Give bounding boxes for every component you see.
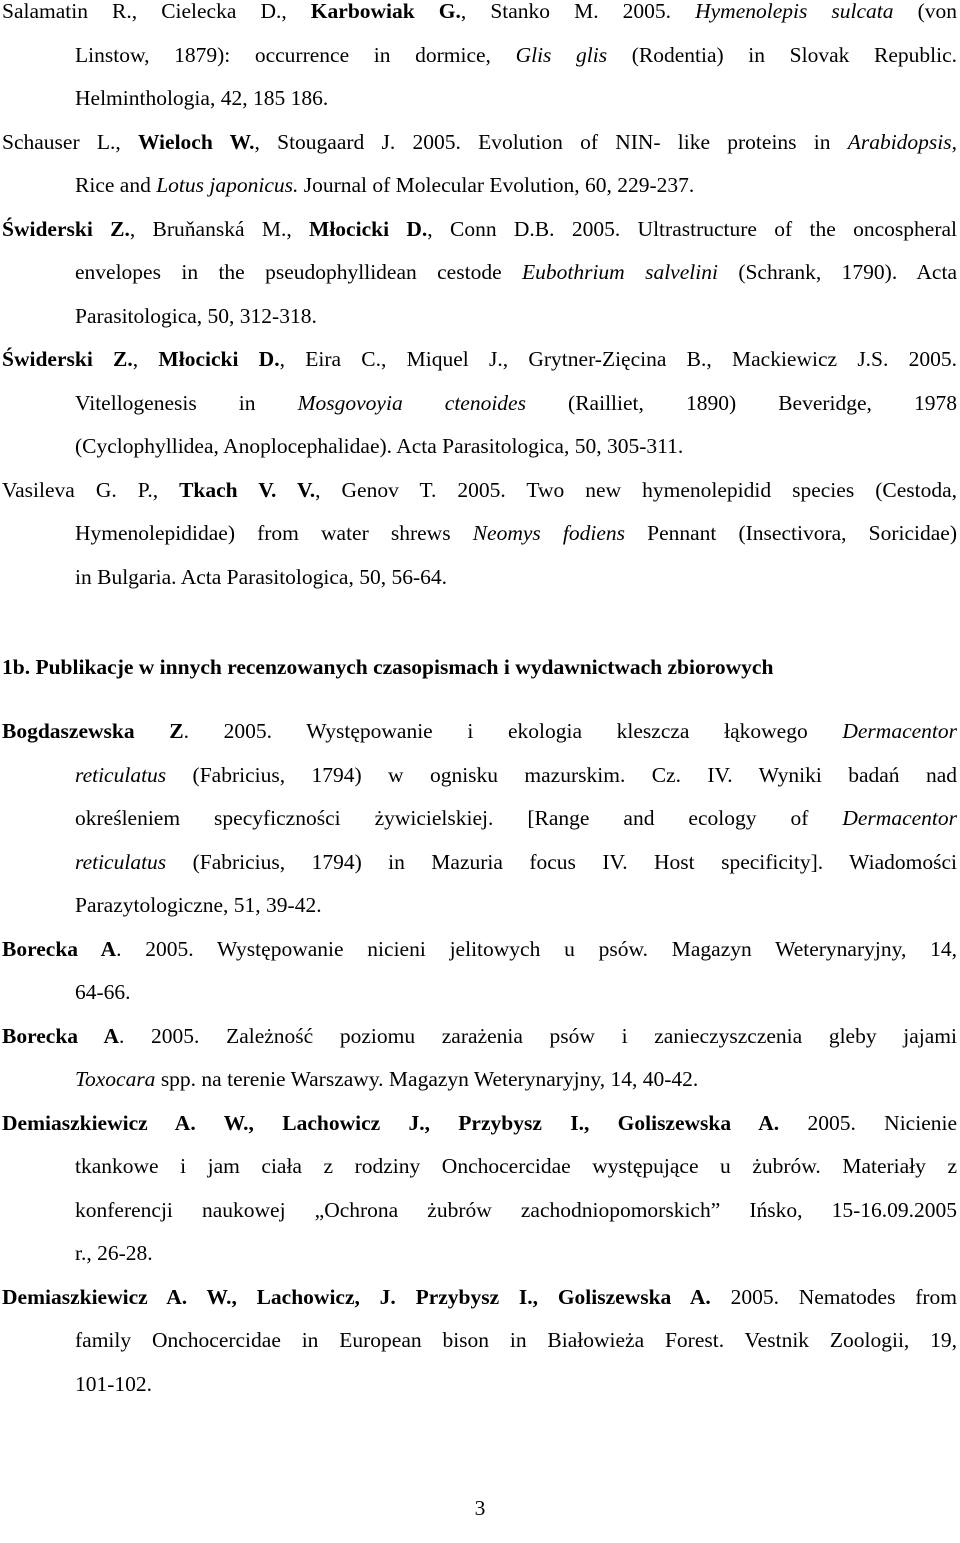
author-highlight: Tkach V. V. [179,477,316,502]
reference-text: , [132,347,159,371]
reference-line [2,556,957,600]
reference-text: określeniem specyficzności żywicielskiej. [Range and ecology of [75,806,843,830]
reference-line [2,1319,957,1363]
italic-term: Dermacentor [842,806,957,830]
reference-line [2,382,957,426]
reference-entry [2,1276,957,1407]
reference-text: , Conn D.B. 2005. Ultrastructure of the oncospheral [427,216,957,241]
author-highlight: Świderski Z. [2,347,133,371]
author-highlight: Świderski Z. [2,216,130,241]
reference-text: family Onchocercidae in European bison in Białowieża Forest. Vestnik Zoologii, 19, [75,1328,957,1352]
reference-entry [2,208,957,339]
reference-line [2,754,957,798]
reference-line [2,34,957,78]
reference-line [2,971,957,1015]
reference-entry [2,1102,957,1276]
italic-term: Dermacentor [842,719,957,743]
italic-term: Toxocara [75,1067,156,1091]
reference-line [2,208,957,252]
reference-line [2,0,957,34]
reference-text: Vasileva G. P., [2,477,180,502]
reference-text: (Schrank, 1790). Acta [717,260,957,284]
reference-text: . 2005. Występowanie nicieni jelitowych u psów. Magazyn Weterynaryjny, 14, [116,936,957,961]
reference-text: (Rodentia) in Slovak Republic. [607,42,957,67]
reference-line [2,1276,957,1320]
reference-line [2,710,957,754]
author-highlight: Demiaszkiewicz A. W., Lachowicz, J. Przybysz I., Goliszewska A. [2,1284,711,1309]
reference-line [2,1189,957,1233]
reference-line [2,1102,957,1146]
reference-text: Rice and [75,173,157,197]
reference-text: Pennant (Insectivora, Soricidae) [625,521,957,545]
reference-text: 2005. Nematodes from [710,1284,957,1309]
reference-text: r., 26-28. [75,1241,153,1265]
section-heading: 1b. Publikacje w innych recenzowanych czasopismach i wydawnictwach zbiorowych [2,655,774,679]
reference-line [2,77,957,121]
reference-text: (von [893,0,957,23]
author-highlight: Demiaszkiewicz A. W., Lachowicz J., Przybysz I., Goliszewska A. [2,1110,780,1135]
reference-entry [2,338,957,469]
reference-entry [2,710,957,928]
reference-line [2,884,957,928]
reference-text: Schauser L., [2,129,138,154]
reference-text: tkankowe i jam ciała z rodziny Onchocercidae występujące u żubrów. Materiały z [75,1154,957,1178]
author-highlight: Bogdaszewska Z [2,719,184,743]
author-highlight: Borecka A [2,1023,120,1048]
reference-line [2,295,957,339]
italic-term: Arabidopsis [847,129,952,154]
reference-line [2,251,957,295]
reference-text: Helminthologia, 42, 185 186. [75,86,329,110]
reference-entry [2,1015,957,1102]
page-number: 3 [474,1496,486,1520]
italic-term: Eubothrium salvelini [521,260,718,284]
reference-text: Vitellogenesis in [75,390,298,415]
reference-text: , Stanko M. 2005. [460,0,696,23]
reference-text: (Cyclophyllidea, Anoplocephalidae). Acta Parasitologica, 50, 305-311. [75,434,684,458]
reference-line [2,1015,957,1059]
italic-term: reticulatus [75,849,167,874]
reference-line [2,164,957,208]
reference-text: . 2005. Występowanie i ekologia kleszcza łąkowego [183,719,843,743]
reference-text: , Eira C., Miquel J., Grytner-Zięcina B., Mackiewicz J.S. 2005. [279,347,957,371]
reference-text: 101-102. [75,1371,153,1396]
reference-text: in Bulgaria. Acta Parasitologica, 50, 56-64. [75,564,447,589]
reference-list-1b [2,710,957,1406]
reference-line [2,121,957,165]
reference-line [2,469,957,513]
reference-list-1a [2,0,957,599]
reference-line [2,797,957,841]
reference-text: Hymenolepididae) from water shrews [75,521,473,545]
reference-text: , Genov T. 2005. Two new hymenolepidid species (Cestoda, [315,477,957,502]
italic-term: Hymenolepis sulcata [695,0,894,23]
italic-term: Mosgovoyia ctenoides [297,390,526,415]
reference-text: (Railliet, 1890) Beveridge, 1978 [525,390,957,415]
italic-term: Neomys fodiens [472,521,625,545]
author-highlight: Karbowiak G. [310,0,461,23]
author-highlight: Młocicki D. [309,216,428,241]
reference-entry [2,469,957,600]
reference-text: 2005. Nicienie [779,1110,957,1135]
reference-entry [2,928,957,1015]
reference-text: spp. na terenie Warszawy. Magazyn Weterynaryjny, 14, 40-42. [155,1067,699,1091]
reference-text: . 2005. Zależność poziomu zarażenia psów i zanieczyszczenia gleby jajami [119,1023,957,1048]
reference-text: , Bruňanská M., [129,216,310,241]
reference-text: , Stougaard J. 2005. Evolution of NIN- like proteins in [254,129,848,154]
reference-text: konferencji naukowej „Ochrona żubrów zachodniopomorskich” Ińsko, 15-16.09.2005 [75,1197,957,1222]
reference-line [2,1363,957,1407]
reference-line [2,512,957,556]
reference-line [2,1145,957,1189]
reference-text: Salamatin R., Cielecka D., [2,0,311,23]
reference-text: 64-66. [75,980,131,1004]
reference-text: Parasitologica, 50, 312-318. [75,303,317,328]
reference-line [2,425,957,469]
reference-text: Parazytologiczne, 51, 39-42. [75,893,322,917]
reference-entry [2,121,957,208]
reference-line [2,928,957,972]
author-highlight: Borecka A [2,936,117,961]
reference-entry [2,0,957,121]
author-highlight: Wieloch W. [137,129,255,154]
italic-term: Lotus japonicus. [156,173,299,197]
reference-line [2,338,957,382]
italic-term: reticulatus [75,762,167,787]
reference-text: Linstow, 1879): occurrence in dormice, [75,42,516,67]
reference-line [2,1232,957,1276]
reference-text: (Fabricius, 1794) in Mazuria focus IV. Host specificity]. Wiadomości [166,849,957,874]
reference-text: envelopes in the pseudophyllidean cestode [75,260,522,284]
reference-line [2,841,957,885]
reference-text: , [951,129,957,154]
reference-text: Journal of Molecular Evolution, 60, 229-237. [298,173,695,197]
author-highlight: Młocicki D. [158,347,280,371]
italic-term: Glis glis [515,42,608,67]
reference-line [2,1058,957,1102]
reference-text: (Fabricius, 1794) w ognisku mazurskim. Cz. IV. Wyniki badań nad [166,762,957,787]
